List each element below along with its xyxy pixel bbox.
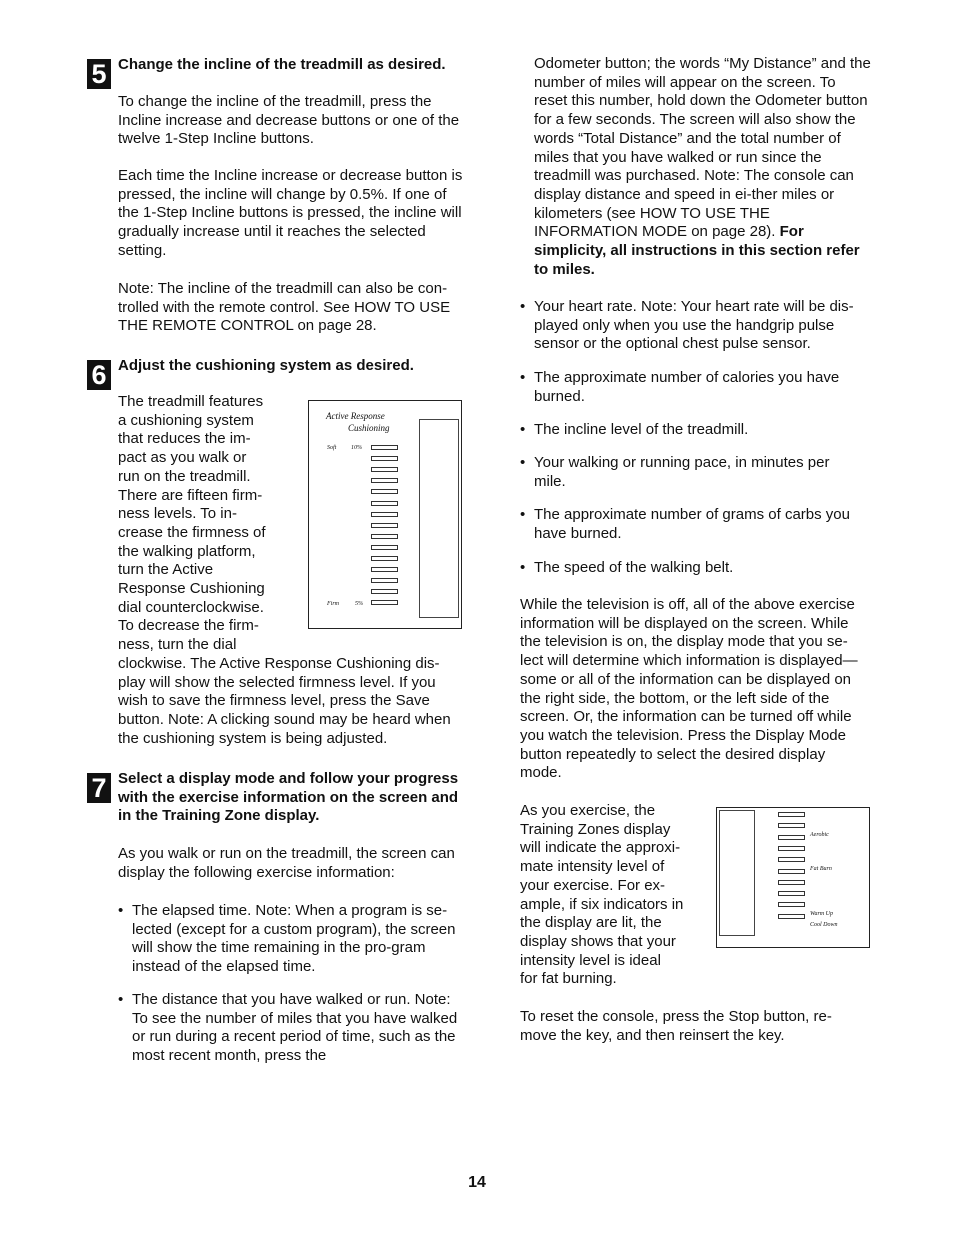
step-5-paragraph-3: Note: The incline of the treadmill can also be con-trolled with the remote control. See HOW TO USE THE REMOTE CONTROL on page 28. xyxy=(118,280,451,335)
step-number-5: 5 xyxy=(87,59,111,89)
text-line: To decrease the firm- xyxy=(118,617,259,635)
text-line: for fat burning. xyxy=(520,970,617,988)
training-zone-indicator-bar xyxy=(778,857,805,862)
page-number: 14 xyxy=(468,1174,486,1191)
cushion-indicator-bar xyxy=(371,478,398,483)
text-line: your exercise. For ex- xyxy=(520,876,666,894)
training-zone-indicator-bar xyxy=(778,869,805,874)
training-zone-panel xyxy=(719,810,755,936)
bullet-glyph: • xyxy=(520,369,526,386)
step-5-paragraph-1: To change the incline of the treadmill, press the Incline increase and decrease buttons or one of the twelve 1-Step Incline buttons. xyxy=(118,93,460,148)
step-number-7: 7 xyxy=(87,773,111,803)
training-zone-indicator-bar xyxy=(778,891,805,896)
firm-value: 5% xyxy=(355,601,363,607)
cushion-indicator-bar xyxy=(371,467,398,472)
cushion-indicator-bar xyxy=(371,600,398,605)
text-line: There are fifteen firm- xyxy=(118,486,263,504)
cushion-indicator-bar xyxy=(371,501,398,506)
bullet-text: The approximate number of grams of carbs you have burned. xyxy=(534,506,850,542)
text-line: pact as you walk or xyxy=(118,449,247,467)
cushioning-title-line-2: Cushioning xyxy=(348,423,390,433)
text-line: crease the firmness of xyxy=(118,523,266,541)
bullet-glyph: • xyxy=(520,559,526,576)
cushioning-display-diagram xyxy=(308,400,462,629)
cushion-indicator-bar xyxy=(371,567,398,572)
text-line: ample, if six indicators in xyxy=(520,895,684,913)
bullet-text: Your heart rate. Note: Your heart rate will be dis-played only when you use the handgrip pulse sensor or the optional chest pulse sensor. xyxy=(534,298,854,353)
text-line: the display are lit, the xyxy=(520,914,662,932)
tv-display-paragraph: While the television is off, all of the above exercise information will be displayed on the screen. While the television is on, the display mode that you se-lect will determine which information is displayed—some or all of the information can be displayed on the right side, the bottom, or the left side of the screen. Or, the information can be turned off while you watch the television. Press the Display Mode button repeatedly to select the desired display mode. xyxy=(520,596,858,782)
soft-label: Soft xyxy=(327,445,337,451)
continued-bold-text: For simplicity, all instructions in this section refer to miles. xyxy=(534,223,860,278)
training-zone-indicator-bar xyxy=(778,902,805,907)
cushion-indicator-bar xyxy=(371,534,398,539)
cushion-indicator-bar xyxy=(371,523,398,528)
text-line: The treadmill features xyxy=(118,393,264,410)
text-line: dial counterclockwise. xyxy=(118,598,264,616)
zone-label-aerobic: Aerobic xyxy=(810,832,829,838)
training-zone-indicator-bar xyxy=(778,880,805,885)
step-5-paragraph-2: Each time the Incline increase or decrease button is pressed, the incline will change by 0.5%. If one of the 1-Step Incline buttons is pressed, the incline will gradually increase until it reaches the selected setting. xyxy=(118,167,463,259)
bullet-text: Your walking or running pace, in minutes per mile. xyxy=(534,454,830,490)
training-zone-display-diagram xyxy=(716,807,870,948)
text-line: Training Zones display xyxy=(520,820,671,838)
cushion-indicator-bar xyxy=(371,445,398,450)
text-line: will indicate the approxi- xyxy=(520,839,681,857)
bullet-text: The approximate number of calories you have burned. xyxy=(534,369,840,405)
cushion-indicator-bar xyxy=(371,489,398,494)
bullet-text: The incline level of the treadmill. xyxy=(534,421,749,438)
training-zone-indicator-bar xyxy=(778,823,805,828)
text-line: ness levels. To in- xyxy=(118,505,237,523)
cushion-indicator-bar xyxy=(371,512,398,517)
bullet-distance-continued xyxy=(534,55,872,279)
cushion-indicator-bar xyxy=(371,589,398,594)
bullet-text: The speed of the walking belt. xyxy=(534,559,734,576)
text-line: that reduces the im- xyxy=(118,430,251,448)
firm-label: Firm xyxy=(327,601,339,607)
training-zone-indicator-bar xyxy=(778,812,805,817)
cushion-indicator-bar xyxy=(371,578,398,583)
step-5-heading: Change the incline of the treadmill as desired. xyxy=(118,56,446,73)
step-number-6: 6 xyxy=(87,360,111,390)
bullet-text: The elapsed time. Note: When a program is se-lected (except for a custom program), the screen will show the time remaining in the pro-gram instead of the elapsed time. xyxy=(132,902,456,976)
soft-value: 10% xyxy=(351,445,362,451)
step-7-intro: As you walk or run on the treadmill, the screen can display the following exercise information: xyxy=(118,845,455,881)
bullet-text: The distance that you have walked or run. Note: To see the number of miles that you have walked or run during a recent period of time, such as the most recent month, press the xyxy=(132,991,458,1065)
training-zone-indicator-bar xyxy=(778,835,805,840)
text-line: Response Cushioning xyxy=(118,580,265,598)
step-6-heading: Adjust the cushioning system as desired. xyxy=(118,357,414,374)
text-line: a cushioning system xyxy=(118,411,254,429)
text-line: turn the Active xyxy=(118,561,214,579)
continued-text: Odometer button; the words “My Distance” and the number of miles will appear on the screen. To reset this number, hold down the Odometer button for a few seconds. The screen will also show the words “Total Distance” and the total number of miles that you have walked or run since the treadmill was purchased. Note: The console can display distance and speed in ei-ther miles or kilometers (see HOW TO USE THE INFORMATION MODE on page 28). xyxy=(534,55,871,241)
zone-label-cool-down: Cool Down xyxy=(810,922,838,928)
step-6-paragraph-rest: clockwise. The Active Response Cushioning dis-play will show the selected firmness level. If you wish to save the firmness level, press the Save button. Note: A clicking sound may be heard when the cushioning system is being adjusted. xyxy=(118,655,451,747)
zone-label-fat-burn: Fat Burn xyxy=(810,866,832,872)
bullet-glyph: • xyxy=(118,991,124,1008)
training-zone-indicator-bar xyxy=(778,914,805,919)
cushion-indicator-bar xyxy=(371,456,398,461)
text-line: intensity level is ideal xyxy=(520,951,661,969)
bullet-glyph: • xyxy=(520,298,526,315)
text-line: run on the treadmill. xyxy=(118,467,251,485)
training-zones-wrapped-text xyxy=(520,802,710,989)
text-line: display shows that your xyxy=(520,932,676,950)
text-line: the walking platform, xyxy=(118,542,256,560)
cushion-indicator-bar xyxy=(371,556,398,561)
cushioning-title-line-1: Active Response xyxy=(326,411,385,421)
text-line: mate intensity level of xyxy=(520,858,665,876)
step-7-heading: Select a display mode and follow your progress with the exercise information on the screen and in the Training Zone display. xyxy=(118,770,459,825)
step-6-wrapped-text xyxy=(118,393,308,655)
bullet-glyph: • xyxy=(520,421,526,438)
training-zone-indicator-bar xyxy=(778,846,805,851)
bullet-glyph: • xyxy=(520,454,526,471)
text-line: As you exercise, the xyxy=(520,802,656,819)
cushion-indicator-bar xyxy=(371,545,398,550)
zone-label-warm-up: Warm Up xyxy=(810,911,833,917)
reset-console-paragraph: To reset the console, press the Stop button, re-move the key, and then reinsert the key. xyxy=(520,1008,832,1044)
bullet-glyph: • xyxy=(118,902,124,919)
bullet-glyph: • xyxy=(520,506,526,523)
text-line: ness, turn the dial xyxy=(118,636,237,654)
cushioning-panel xyxy=(419,419,459,618)
